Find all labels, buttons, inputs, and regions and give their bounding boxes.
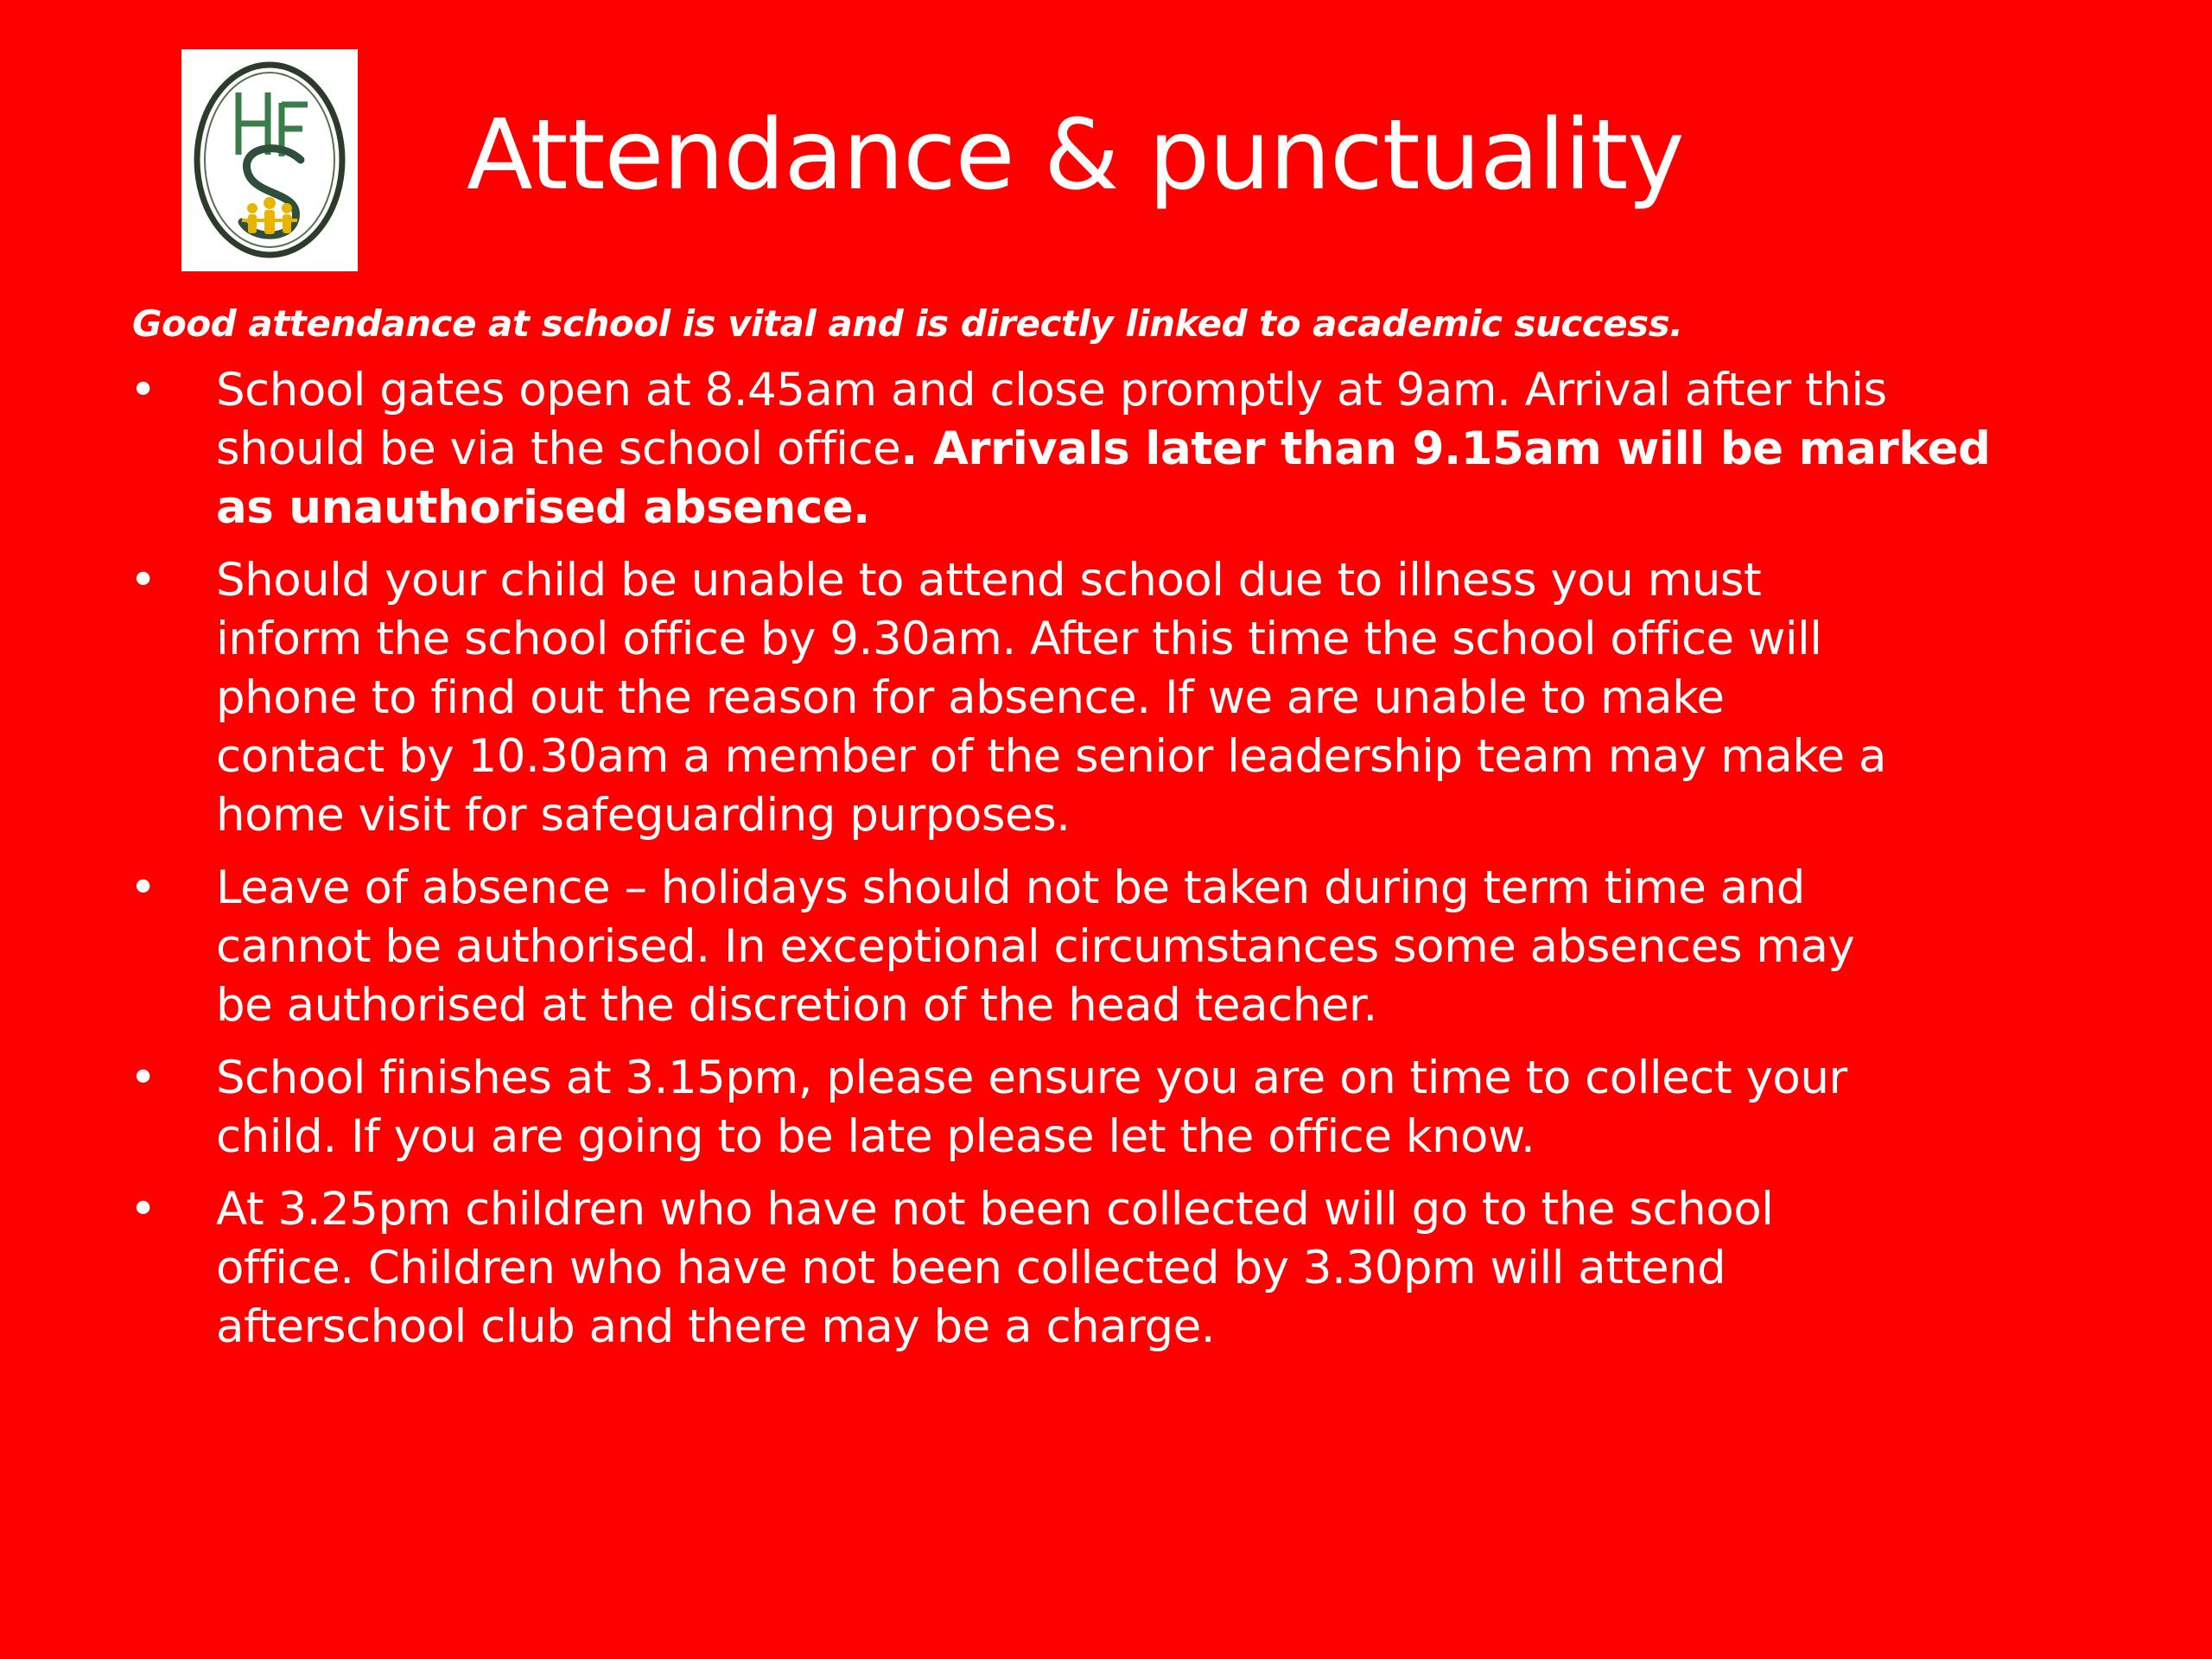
bullet-text: office. Children who have not been collected by 3.30pm will attend bbox=[216, 1242, 1726, 1294]
bullet-line bbox=[216, 420, 2108, 479]
bullet-text: Should your child be unable to attend school due to illness you must bbox=[216, 554, 1762, 607]
bullet-line bbox=[216, 551, 2108, 610]
bullet-line bbox=[216, 1298, 2108, 1357]
bullet-item bbox=[130, 1180, 2108, 1357]
bullet-dot: • bbox=[130, 1052, 156, 1104]
bullet-line bbox=[216, 1239, 2108, 1298]
bullet-dot: • bbox=[130, 554, 156, 607]
bullet-line bbox=[216, 1049, 2108, 1108]
bullet-text: should be via the school office bbox=[216, 423, 901, 475]
bullet-text-bold: . Arrivals later than 9.15am will be marked bbox=[900, 423, 1991, 475]
bullet-item bbox=[130, 1049, 2108, 1166]
bullet-line bbox=[216, 728, 2108, 786]
bullet-text: School finishes at 3.15pm, please ensure you are on time to collect your bbox=[216, 1052, 1847, 1104]
bullet-line bbox=[216, 669, 2108, 728]
bullet-line bbox=[216, 786, 2108, 845]
bullet-text: inform the school office by 9.30am. After this time the school office will bbox=[216, 613, 1822, 665]
bullet-line bbox=[216, 1108, 2108, 1166]
bullet-dot: • bbox=[130, 1183, 156, 1236]
slide-title: Attendance & punctuality bbox=[467, 99, 1684, 212]
bullet-text: afterschool club and there may be a charge. bbox=[216, 1300, 1216, 1353]
bullet-line bbox=[216, 1180, 2108, 1239]
bullet-text: At 3.25pm children who have not been collected will go to the school bbox=[216, 1183, 1774, 1236]
bullet-text: School gates open at 8.45am and close promptly at 9am. Arrival after this bbox=[216, 364, 1887, 416]
bullet-text: contact by 10.30am a member of the senior leadership team may make a bbox=[216, 730, 1886, 783]
school-crest-logo-icon bbox=[181, 49, 358, 271]
bullet-text: Leave of absence – holidays should not be taken during term time and bbox=[216, 861, 1805, 914]
bullet-item bbox=[130, 859, 2108, 1035]
intro-statement: Good attendance at school is vital and is directly linked to academic success. bbox=[132, 302, 1683, 345]
bullet-text-bold: as unauthorised absence. bbox=[216, 481, 870, 534]
bullet-line bbox=[216, 976, 2108, 1035]
bullet-line bbox=[216, 859, 2108, 918]
bullet-text: cannot be authorised. In exceptional circumstances some absences may bbox=[216, 920, 1855, 973]
bullet-line bbox=[216, 610, 2108, 669]
bullet-text: phone to find out the reason for absence. If we are unable to make bbox=[216, 671, 1725, 724]
bullet-text: child. If you are going to be late please let the office know. bbox=[216, 1110, 1535, 1163]
bullet-line bbox=[216, 479, 2108, 537]
bullet-line bbox=[216, 918, 2108, 976]
bullet-dot: • bbox=[130, 861, 156, 914]
bullet-dot: • bbox=[130, 364, 156, 416]
bullet-list bbox=[130, 361, 2108, 1370]
bullet-line bbox=[216, 361, 2108, 420]
bullet-text: home visit for safeguarding purposes. bbox=[216, 789, 1071, 842]
bullet-item bbox=[130, 361, 2108, 537]
bullet-text: be authorised at the discretion of the head teacher. bbox=[216, 979, 1377, 1032]
bullet-item bbox=[130, 551, 2108, 845]
